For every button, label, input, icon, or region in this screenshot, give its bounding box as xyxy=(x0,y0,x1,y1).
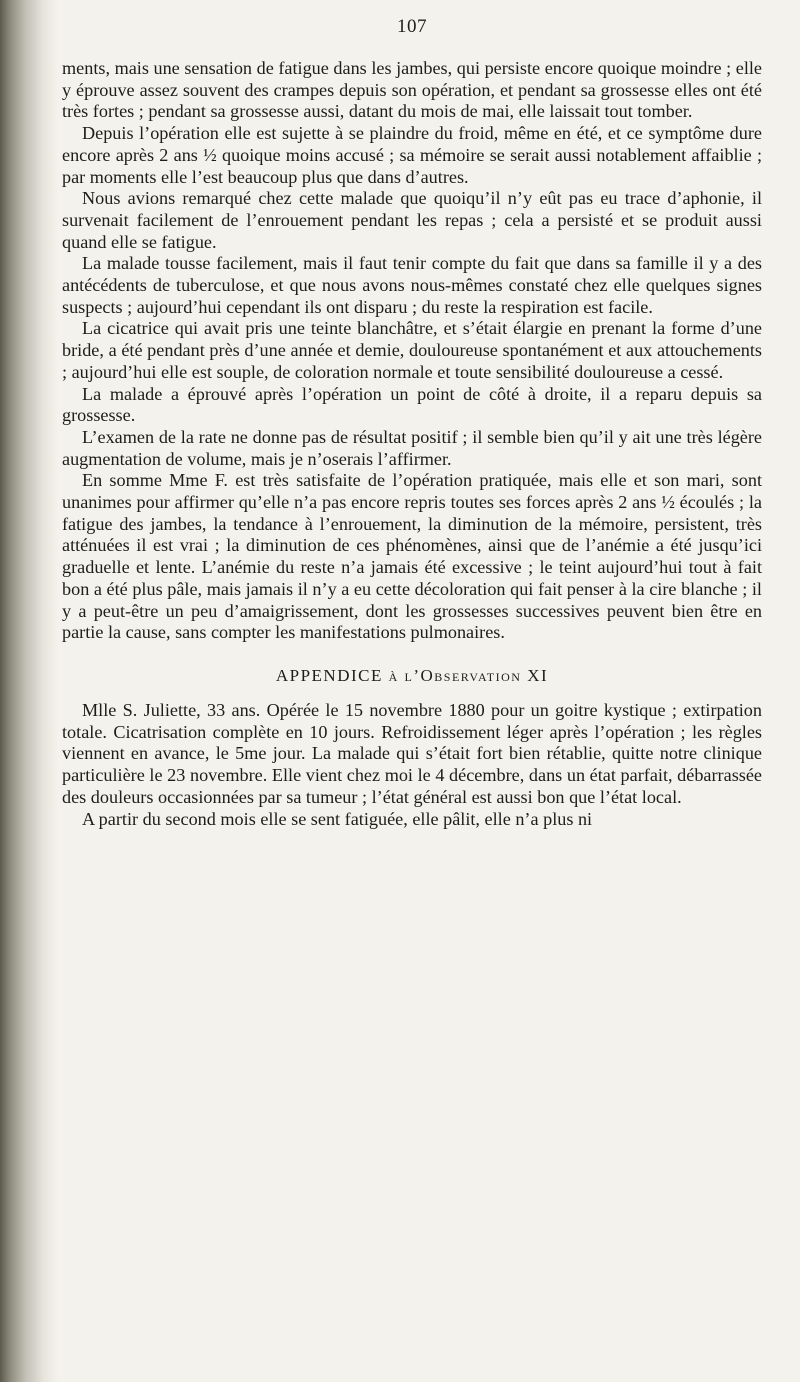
paragraph-4: La malade tousse facilement, mais il faut tenir compte du fait que dans sa famille il y a des antécédents de tuberculose, et que nous avons nous-mêmes constaté chez elle quelques signes suspects ; aujourd’hui cependant ils ont disparu ; du reste la respiration est facile. xyxy=(62,253,762,317)
body-text xyxy=(62,58,762,830)
paragraph-5: La cicatrice qui avait pris une teinte blanchâtre, et s’était élargie en prenant la forme d’une bride, a été pendant près d’une année et demie, douloureuse spontanément et aux attouchements ; aujourd’hui elle est souple, de coloration normale et toute sensibilité douloureuse a cessé. xyxy=(62,318,762,382)
paragraph-2: Depuis l’opération elle est sujette à se plaindre du froid, même en été, et ce symptôme dure encore après 2 ans ½ quoique moins accusé ; sa mémoire se serait aussi notablement affaiblie ; par moments elle l’est beaucoup plus que dans d’autres. xyxy=(62,123,762,187)
page-number: 107 xyxy=(397,16,427,37)
book-page xyxy=(62,0,762,1382)
paragraph-8: En somme Mme F. est très satisfaite de l’opération pratiquée, mais elle et son mari, sont unanimes pour affirmer qu’elle n’a pas encore repris toutes ses forces après 2 ans ½ écoulés ; la fatigue des jambes, la tendance à l’enrouement, la diminution de la mémoire, persistent, très atténuées il est vrai ; la diminution de ces phénomènes, ainsi que de l’anémie a été jusqu’ici graduelle et lente. L’anémie du reste n’a jamais été excessive ; le teint aujourd’hui tout à fait bon a été plus pâle, mais jamais il n’y a eu cette décoloration qui fait penser à la cire blanche ; il y a peut-être un peu d’amaigrissement, dont les grossesses successives peuvent bien être en partie la cause, sans compter les manifestations pulmonaires. xyxy=(62,470,762,643)
page-gutter-shadow xyxy=(0,0,58,1382)
paragraph-1: ments, mais une sensation de fatigue dans les jambes, qui persiste encore quoique moindre ; elle y éprouve assez souvent des crampes depuis son opération, et pendant sa grossesse elles ont été très fortes ; pendant sa grossesse aussi, datant du mois de mai, elle laissait tout tomber. xyxy=(62,58,762,122)
paragraph-7: L’examen de la rate ne donne pas de résultat positif ; il semble bien qu’il y ait une très légère augmentation de volume, mais je n’oserais l’affirmer. xyxy=(62,426,762,469)
paragraph-6: La malade a éprouvé après l’opération un point de côté à droite, il a reparu depuis sa grossesse. xyxy=(62,383,762,426)
paragraph-3: Nous avions remarqué chez cette malade que quoiqu’il n’y eût pas eu trace d’aphonie, il survenait facilement de l’enrouement pendant les repas ; cela a persisté et se produit aussi quand elle se fatigue. xyxy=(62,188,762,252)
appendix-paragraph-1: Mlle S. Juliette, 33 ans. Opérée le 15 novembre 1880 pour un goitre kystique ; extirpation totale. Cicatrisation complète en 10 jours. Refroidissement léger après l’opération ; les règles viennent en avance, le 5me jour. La malade qui s’était fort bien rétablie, quitte notre clinique particulière le 23 novembre. Elle vient chez moi le 4 décembre, dans un état parfait, débarrassée des douleurs occasionnées par sa tumeur ; l’état général est aussi bon que l’état local. xyxy=(62,699,762,807)
appendix-paragraph-2: A partir du second mois elle se sent fatiguée, elle pâlit, elle n’a plus ni xyxy=(82,808,593,829)
appendix-heading: APPENDICE à l’Observation XI xyxy=(275,665,549,685)
